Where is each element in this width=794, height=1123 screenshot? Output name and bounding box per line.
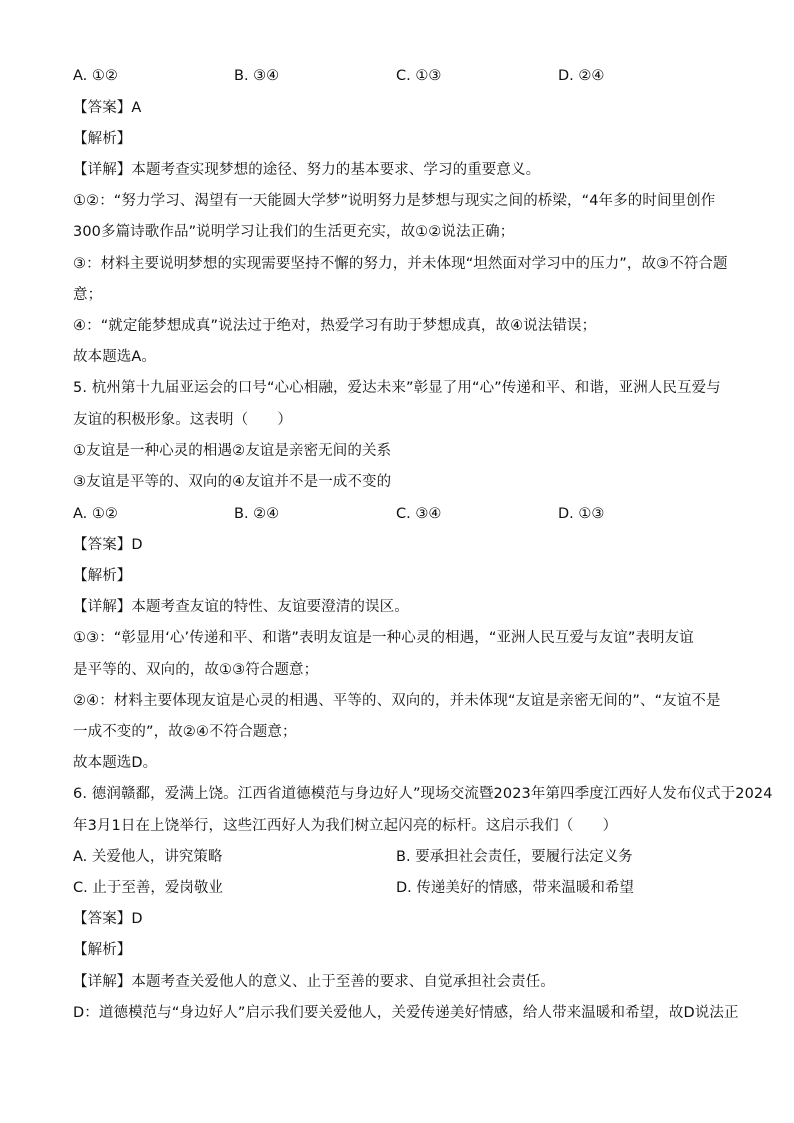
q6-stem-line: 6. 德润赣鄱，爱满上饶。江西省道德模范与身边好人”现场交流暨2023年第四季度江西好人发布仪式于2024 xyxy=(73,786,773,802)
q4-conclusion: 故本题选A。 xyxy=(73,349,157,365)
q4-analysis-label: 【解析】 xyxy=(73,131,132,147)
q4-detail: 【详解】本题考查实现梦想的途径、努力的基本要求、学习的重要意义。 xyxy=(73,162,541,178)
q4-explanation-line: ①②：“努力学习、渴望有一天能圆大学梦”说明努力是梦想与现实之间的桥梁，“4年多的时间里创作 xyxy=(73,193,716,209)
q6-answer: 【答案】D xyxy=(73,911,143,927)
q4-explanation-line: ③：材料主要说明梦想的实现需要坚持不懈的努力，并未体现“坦然面对学习中的压力”，故③不符合题 xyxy=(73,256,728,272)
q5-explanation-line: ①③：“彰显用‘心’传递和平、和谐”表明友谊是一种心灵的相遇，“亚洲人民互爱与友谊”表明友谊 xyxy=(73,630,694,646)
q4-answer: 【答案】A xyxy=(73,100,142,116)
q5-option-a: A. ①② xyxy=(73,506,118,522)
q5-answer: 【答案】D xyxy=(73,537,143,553)
q5-statement-line: ①友谊是一种心灵的相遇②友谊是亲密无间的关系 xyxy=(73,443,392,459)
q4-explanation-line: ④：“就定能梦想成真”说法过于绝对，热爱学习有助于梦想成真，故④说法错误； xyxy=(73,318,597,334)
q6-option-c: C. 止于至善，爱岗敬业 xyxy=(73,880,223,896)
q6-detail: 【详解】本题考查关爱他人的意义、止于至善的要求、自觉承担社会责任。 xyxy=(73,974,555,990)
q4-option-b: B. ③④ xyxy=(234,68,280,84)
q5-detail: 【详解】本题考查友谊的特性、友谊要澄清的误区。 xyxy=(73,599,409,615)
q4-explanation-line: 意； xyxy=(73,287,103,303)
q5-explanation-line: ②④：材料主要体现友谊是心灵的相遇、平等的、双向的，并未体现“友谊是亲密无间的”、“友谊不是 xyxy=(73,693,721,709)
q5-explanation-line: 是平等的、双向的，故①③符合题意； xyxy=(73,662,319,678)
q5-statement-line: ③友谊是平等的、双向的④友谊并不是一成不变的 xyxy=(73,474,392,490)
q4-option-c: C. ①③ xyxy=(396,68,442,84)
q6-option-a: A. 关爱他人，讲究策略 xyxy=(73,849,223,865)
q5-option-d: D. ①③ xyxy=(558,506,605,522)
q5-option-c: C. ③④ xyxy=(396,506,442,522)
q5-explanation-line: 一成不变的”，故②④不符合题意； xyxy=(73,724,297,740)
q5-analysis-label: 【解析】 xyxy=(73,568,132,584)
q6-stem-line: 年3月1日在上饶举行，这些江西好人为我们树立起闪亮的标杆。这启示我们（ ） xyxy=(73,818,618,834)
q4-explanation-line: 300多篇诗歌作品”说明学习让我们的生活更充实，故①②说法正确； xyxy=(73,224,515,240)
q6-analysis-label: 【解析】 xyxy=(73,942,132,958)
q4-option-d: D. ②④ xyxy=(558,68,605,84)
q6-option-d: D. 传递美好的情感，带来温暖和希望 xyxy=(396,880,634,896)
q6-option-b: B. 要承担社会责任，要履行法定义务 xyxy=(396,849,633,865)
q4-option-a: A. ①② xyxy=(73,68,118,84)
q5-stem-line: 5. 杭州第十九届亚运会的口号“心心相融，爱达未来”彰显了用“心”传递和平、和谐，亚洲人民互爱与 xyxy=(73,380,721,396)
q5-conclusion: 故本题选D。 xyxy=(73,755,158,771)
q5-option-b: B. ②④ xyxy=(234,506,280,522)
q6-explanation-line: D：道德模范与“身边好人”启示我们要关爱他人，关爱传递美好情感，给人带来温暖和希望，故D说法正 xyxy=(73,1005,739,1021)
q5-stem-line: 友谊的积极形象。这表明（ ） xyxy=(73,412,292,428)
